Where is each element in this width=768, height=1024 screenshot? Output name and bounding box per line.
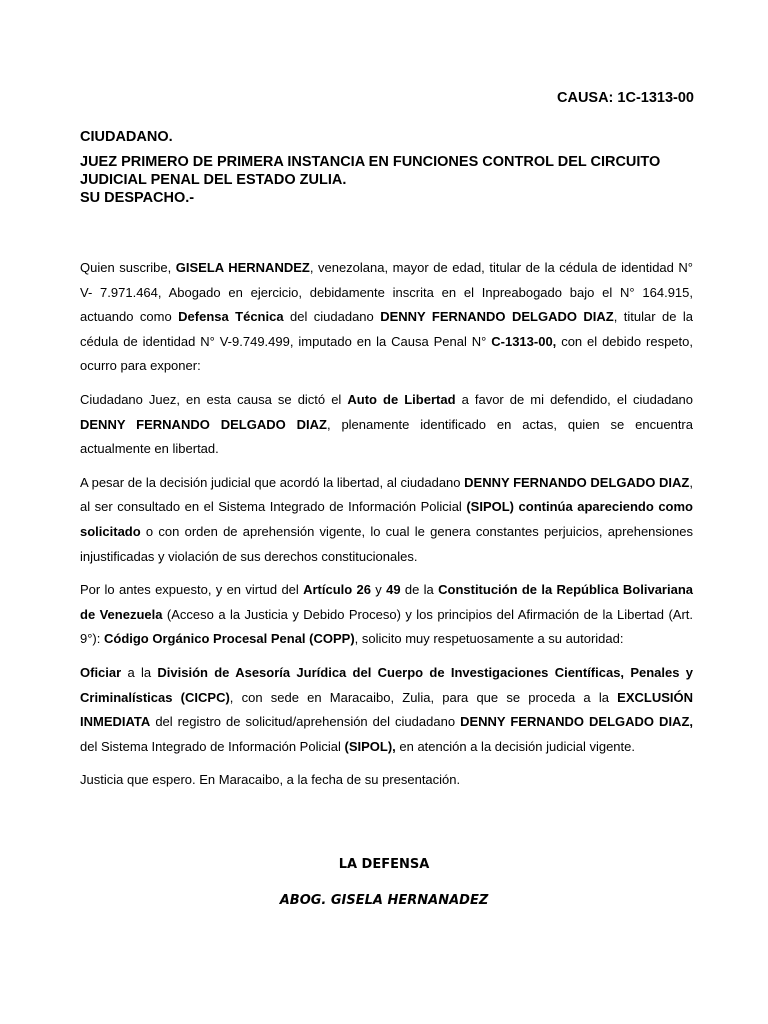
text-run: o con orden de aprehensión vigente, lo cual le genera constantes perjuicios, aprehensiones injustificadas y violación de sus derechos constitucionales. xyxy=(80,523,693,564)
bold-run: Artículo 26 xyxy=(303,582,371,598)
bold-run: DENNY FERNANDO DELGADO DIAZ xyxy=(380,309,614,325)
signature-name: ABOG. GISELA HERNANADEZ xyxy=(279,893,489,908)
paragraph-petition xyxy=(80,661,693,759)
despacho: SU DESPACHO.- xyxy=(80,190,195,206)
bold-run: (SIPOL) continúa apareciendo como solicitado xyxy=(80,499,694,539)
text-run: en atención a la decisión judicial vigente. xyxy=(395,738,635,754)
bold-run: Código Orgánico Procesal Penal (COPP) xyxy=(103,631,355,647)
bold-run: GISELA HERNANDEZ xyxy=(175,260,310,275)
salutation: CIUDADANO. xyxy=(80,129,173,145)
text-run: Quien suscribe, xyxy=(80,260,176,275)
bold-run: Oficiar xyxy=(80,664,122,680)
letter-header xyxy=(80,128,700,207)
text-run: Por lo antes expuesto, y en virtud del xyxy=(80,582,304,598)
case-number: CAUSA: 1C-1313-00 xyxy=(557,90,694,106)
text-run: (Acceso a la Justicia y Debido Proceso) y los principios del Afirmación de la Libertad (Art. 9°): xyxy=(80,606,694,647)
bold-run: DENNY FERNANDO DELGADO DIAZ, xyxy=(460,714,693,730)
paragraph-sipol xyxy=(80,471,693,569)
text-run: de la xyxy=(400,582,439,598)
text-run: A pesar de la decisión judicial que acordó la libertad, al ciudadano xyxy=(80,474,465,490)
bold-run: EXCLUSIÓN INMEDIATA xyxy=(80,689,693,730)
text-run: , solicito muy respetuosamente a su autoridad: xyxy=(354,631,624,647)
text-run: , con sede en Maracaibo, Zulia, para que se proceda a la xyxy=(229,689,618,705)
bold-run: C-1313-00, xyxy=(491,333,557,349)
bold-run: 49 xyxy=(386,582,401,598)
bold-run: (SIPOL), xyxy=(344,738,396,754)
text-run: , titular de la cédula de identidad N° V-9.749.499, imputado en la Causa Penal N° xyxy=(80,309,693,349)
bold-run: Defensa Técnica xyxy=(178,309,284,325)
text-run: con el debido respeto, ocurro para exponer: xyxy=(80,333,693,374)
closing-line: Justicia que espero. En Maracaibo, a la fecha de su presentación. xyxy=(80,772,461,788)
letter-body xyxy=(80,256,693,802)
paragraph-auto-libertad xyxy=(80,388,693,462)
text-run: del Sistema Integrado de Información Policial xyxy=(80,738,345,754)
bold-run: División de Asesoría Jurídica del Cuerpo de Investigaciones Científicas, Penales y Criminalísticas (CICPC) xyxy=(80,664,693,705)
addressee-line-2: JUDICIAL PENAL DEL ESTADO ZULIA. xyxy=(80,172,347,188)
bold-run: DENNY FERNANDO DELGADO DIAZ xyxy=(80,416,327,432)
bold-run: DENNY FERNANDO DELGADO DIAZ xyxy=(464,474,690,490)
text-run: a favor de mi defendido, el ciudadano xyxy=(455,391,694,407)
text-run: del registro de solicitud/aprehensión del ciudadano xyxy=(150,714,461,730)
paragraph-legal-basis xyxy=(80,578,693,652)
text-run: Ciudadano Juez, en esta causa se dictó el xyxy=(80,391,348,407)
paragraph-intro xyxy=(80,256,693,379)
addressee-line-1: JUEZ PRIMERO DE PRIMERA INSTANCIA EN FUNCIONES CONTROL DEL CIRCUITO xyxy=(80,154,661,170)
text-run: , venezolana, mayor de edad, titular de la cédula de identidad N° V- 7.971.464, Abogado en ejercicio, debidamente inscrita en el Inpreabogado bajo el N° 164.915, actuando como xyxy=(80,260,693,325)
signature-role: LA DEFENSA xyxy=(338,857,430,872)
bold-run: Auto de Libertad xyxy=(347,391,456,407)
bold-run: Constitución de la República Bolivariana de Venezuela xyxy=(80,582,694,622)
text-run: del ciudadano xyxy=(283,309,381,325)
text-run: , al ser consultado en el Sistema Integrado de Información Policial xyxy=(80,474,693,515)
text-run: y xyxy=(371,582,387,598)
text-run: , plenamente identificado en actas, quien se encuentra actualmente en libertad. xyxy=(80,416,693,457)
text-run: a la xyxy=(121,664,158,680)
